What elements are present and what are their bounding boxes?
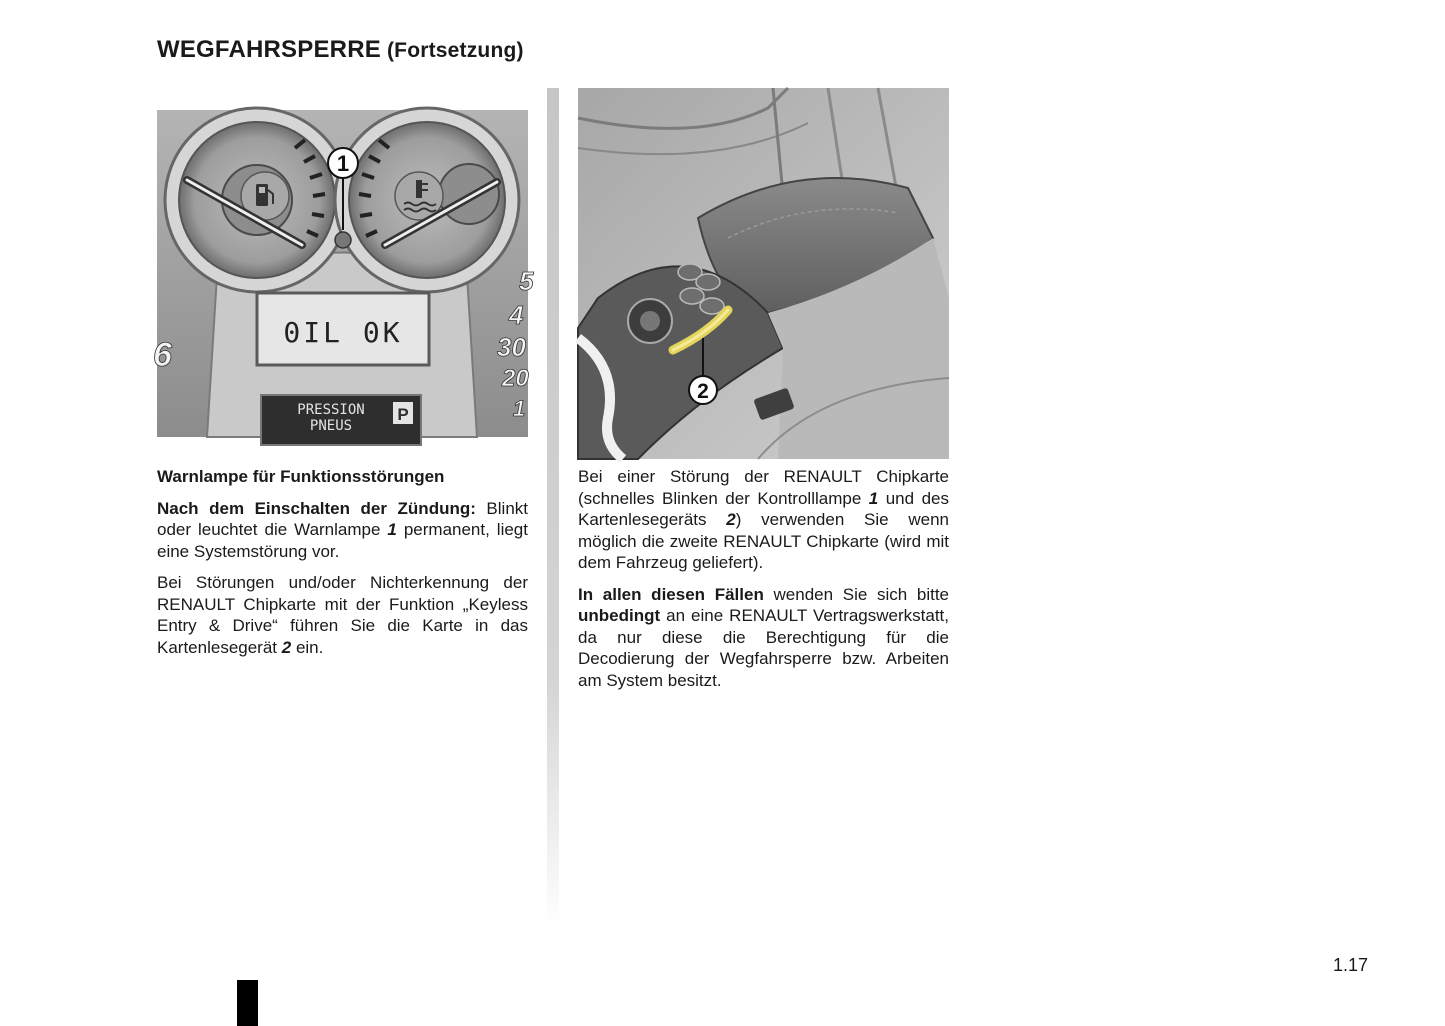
right-paragraph-1-text-c: ) verwenden Sie wenn möglich die zweite RENAULT Chipkarte (wird mit dem Fahrzeug geliefert).	[578, 510, 949, 572]
scale-label-20: 20	[502, 365, 529, 392]
left-paragraph-1-text-b: permanent, liegt eine Systemstörung vor.	[157, 520, 528, 561]
right-paragraph-2-text-b: an eine RENAULT Vertragswerkstatt, da nur diese die Berechtigung für die Decodierung der Wegfahrsperre bzw. Arbeiten am System besitzt.	[578, 606, 949, 690]
right-paragraph-2-text-a: wenden Sie sich bitte	[763, 584, 949, 604]
right-paragraph-2-lead: In allen diesen Fällen	[578, 584, 764, 604]
lcd-display-text: 0IL 0K	[283, 316, 403, 349]
left-paragraph-2-text-a: Bei Störungen und/oder Nichterkennung der RENAULT Chipkarte mit der Funktion „Keyless Entry & Drive“ führen Sie die Karte in das Kartenlesegerät	[157, 573, 528, 657]
warning-lamp	[335, 232, 351, 248]
right-paragraph-1-text-a: Bei einer Störung der RENAULT Chipkarte (schnelles Blinken der Kontrolllampe	[578, 467, 949, 508]
page-edge-marker	[237, 980, 258, 1026]
park-indicator-label: P	[397, 405, 409, 424]
left-paragraph-2	[157, 572, 528, 658]
section-heading: Warnlampe für Funktionsstörungen	[157, 467, 445, 486]
reference-2: 2	[281, 637, 292, 657]
right-paragraph-1	[578, 466, 949, 574]
scale-label-6: 6	[153, 336, 172, 374]
left-paragraph-1-text-a: Blinkt oder leuchtet die Warnlampe	[157, 498, 528, 539]
scale-label-1: 1	[513, 396, 526, 421]
callout-2-label: 2	[697, 380, 709, 403]
page-title-main: WEGFAHRSPERRE	[157, 36, 381, 63]
instrument-cluster-illustration	[153, 110, 534, 437]
left-paragraph-1	[157, 498, 528, 563]
right-text-column	[578, 466, 949, 701]
reference-1: 1	[868, 488, 879, 508]
tyre-pressure-line-2: PNEUS	[309, 418, 353, 434]
callout-1-label: 1	[336, 151, 350, 176]
page-title-continuation: (Fortsetzung)	[386, 39, 524, 62]
left-paragraph-2-text-b: ein.	[291, 637, 324, 657]
page-number: 1.17	[1333, 955, 1369, 975]
page-title	[157, 36, 524, 64]
reference-1: 1	[387, 520, 397, 539]
right-paragraph-2	[578, 584, 949, 692]
scale-label-5: 5	[519, 266, 534, 296]
reference-2: 2	[726, 510, 736, 529]
instrument-cluster-figure	[153, 110, 534, 437]
left-text-column	[157, 466, 528, 668]
card-reader-figure	[578, 88, 949, 459]
right-paragraph-1-text-b: und des Kartenlesegeräts	[578, 488, 949, 529]
tyre-pressure-line-1: PRESSION	[297, 402, 365, 418]
card-reader-illustration	[578, 88, 949, 459]
scale-label-30: 30	[497, 332, 526, 362]
right-paragraph-2-emphasis: unbedingt	[578, 606, 661, 625]
column-divider	[547, 88, 559, 930]
scale-label-4: 4	[509, 300, 524, 330]
left-paragraph-1-lead: Nach dem Einschalten der Zündung:	[157, 498, 476, 518]
